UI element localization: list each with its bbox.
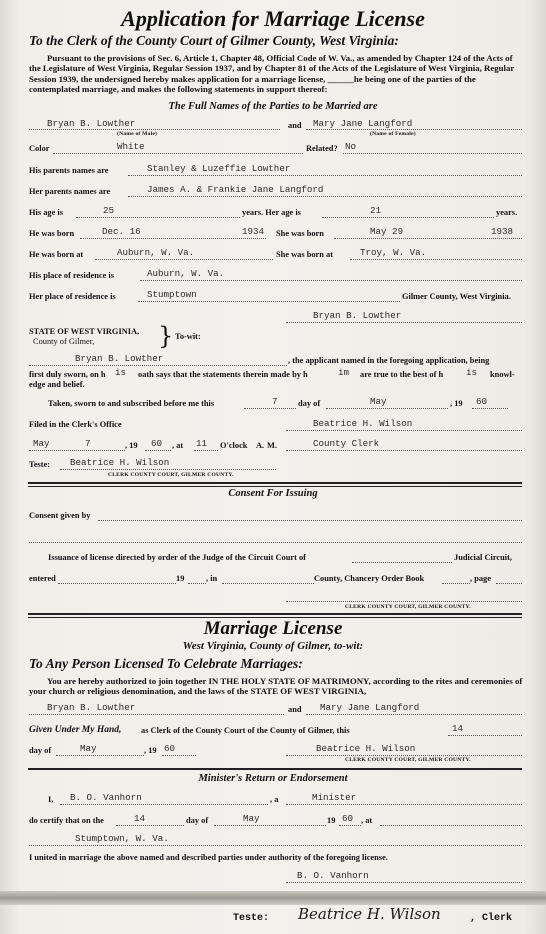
certify-year: 60 xyxy=(342,813,354,824)
her-parents-label: Her parents names are xyxy=(29,187,111,196)
clerk-title: County Clerk xyxy=(313,438,380,449)
she-born-date: May 29 xyxy=(370,226,404,237)
he-born-label: He was born xyxy=(29,229,75,238)
as-clerk-label: as Clerk of the County Court of the County of Gilmer, this xyxy=(141,726,350,735)
his-age-label: His age is xyxy=(29,208,63,217)
year19-label: , 19 xyxy=(450,399,463,408)
male-name: Bryan B. Lowther xyxy=(47,118,136,129)
clerk-name-sig: Beatrice H. Wilson xyxy=(313,418,413,429)
section-divider xyxy=(28,482,522,487)
day-of3-label: day of xyxy=(186,816,209,825)
county-of-label: County of Gilmer, xyxy=(33,337,95,346)
filed-at-label: , at xyxy=(172,441,184,450)
license-male-name: Bryan B. Lowther xyxy=(47,702,136,713)
a-word-label: , a xyxy=(270,795,279,804)
female-name: Mary Jane Langford xyxy=(313,118,413,129)
his-parents-label: His parents names are xyxy=(29,166,109,175)
final-teste-signature: Beatrice H. Wilson xyxy=(298,905,441,923)
he-born-year: 1934 xyxy=(242,226,265,237)
and-label: and xyxy=(288,121,302,130)
united-label: I united in marriage the above named and described parties under authority of the foregoing license. xyxy=(29,853,388,862)
entered-label: entered xyxy=(29,574,56,583)
i-label: I, xyxy=(48,795,54,804)
color-value: White xyxy=(117,141,145,152)
h2-value: im xyxy=(338,367,350,378)
his-parents-value: Stanley & Luzeffie Lowther xyxy=(147,163,291,174)
knowl-label: knowl- xyxy=(490,370,515,379)
given-clerk: Beatrice H. Wilson xyxy=(316,743,416,754)
sworn-day: 7 xyxy=(272,396,278,407)
final-clerk-label: , Clerk xyxy=(470,913,513,924)
are-true-label: are true to the best of h xyxy=(360,370,444,379)
sworn-month: May xyxy=(370,396,387,407)
first-duly-label: first duly sworn, on h xyxy=(29,370,106,379)
she-born-label: She was born xyxy=(276,229,324,238)
she-born-at-value: Troy, W. Va. xyxy=(360,247,427,258)
h1-value: is xyxy=(115,367,127,378)
her-parents-value: James A. & Frankie Jane Langford xyxy=(147,184,324,195)
wv-county-heading: West Virginia, County of Gilmer, to-wit: xyxy=(182,640,364,652)
county-chancery-label: County, Chancery Order Book xyxy=(314,574,425,583)
certify-place: Stumptown, W. Va. xyxy=(75,833,169,844)
day-of-label: day of xyxy=(298,399,321,408)
he-born-at-label: He was born at xyxy=(29,250,84,259)
state-of-label: STATE OF WEST VIRGINIA, xyxy=(29,327,140,336)
license-title: Marriage License xyxy=(203,618,343,639)
nineteen3-label: 19 xyxy=(327,816,336,825)
in-label: , in xyxy=(206,574,218,583)
name-of-female-caption: (Name of Female) xyxy=(370,131,416,137)
at3-label: , at xyxy=(361,816,373,825)
do-certify-label: do certify that on the xyxy=(29,816,104,825)
certify-day: 14 xyxy=(134,813,146,824)
his-residence-value: Auburn, W. Va. xyxy=(147,268,225,279)
oclock-label: O'clock xyxy=(220,441,248,450)
given-under-label: Given Under My Hand, xyxy=(29,725,122,735)
teste-name: Beatrice H. Wilson xyxy=(70,457,170,468)
filed-label: Filed in the Clerk's Office xyxy=(29,420,122,429)
years-label: years. xyxy=(496,208,518,217)
teste-label: Teste: xyxy=(29,460,51,469)
minister-name: B. O. Vanhorn xyxy=(70,792,142,803)
her-residence-label: Her place of residence is xyxy=(29,292,116,301)
given-year: 60 xyxy=(164,743,176,754)
h3-value: is xyxy=(466,367,478,378)
her-age-value: 21 xyxy=(370,205,382,216)
nineteen2-label: , 19 xyxy=(144,746,157,755)
to-any-heading: To Any Person Licensed To Celebrate Marriages: xyxy=(29,656,303,671)
applicant-named-label: , the applicant named in the foregoing application, being xyxy=(288,356,490,365)
minister-heading: Minister's Return or Endorsement xyxy=(198,773,348,784)
issuance-label: Issuance of license directed by order of the Judge of the Circuit Court of xyxy=(48,553,306,562)
consent-given-label: Consent given by xyxy=(29,511,91,520)
filed-year: 60 xyxy=(151,438,163,449)
she-born-at-label: She was born at xyxy=(276,250,334,259)
related-value: No xyxy=(345,141,357,152)
given-month: May xyxy=(80,743,97,754)
book-binding-strip xyxy=(0,891,546,905)
to-clerk-heading: To the Clerk of the County Court of Gilmer County, West Virginia: xyxy=(29,33,399,48)
entered-19-label: 19 xyxy=(176,574,185,583)
sworn-name: Bryan B. Lowther xyxy=(75,353,164,364)
certify-month: May xyxy=(243,813,260,824)
filed-day: 7 xyxy=(85,438,91,449)
section-divider-3 xyxy=(28,768,522,771)
clerk-court-caption: CLERK COUNTY COURT, GILMER COUNTY. xyxy=(108,472,234,478)
her-residence-value: Stumptown xyxy=(147,289,197,300)
edge-belief-label: edge and belief. xyxy=(29,380,85,389)
her-age-label: years. Her age is xyxy=(242,208,301,217)
he-born-at-value: Auburn, W. Va. xyxy=(117,247,195,258)
day-of2-label: day of xyxy=(29,746,52,755)
authorized-paragraph: You are hereby authorized to join together IN THE HOLY STATE OF MATRIMONY, according to the rites and ceremonies of your church or religious denomination, and the laws of the STATE OF WEST VIRGINIA, xyxy=(29,676,523,697)
taken-sworn-label: Taken, sworn to and subscribed before me this xyxy=(48,399,215,408)
brace: } xyxy=(158,322,174,350)
document-title: Application for Marriage License xyxy=(121,6,425,31)
minister-title: Minister xyxy=(312,792,357,803)
given-day: 14 xyxy=(452,723,464,734)
license-female-name: Mary Jane Langford xyxy=(320,702,420,713)
m-label: M. xyxy=(267,441,277,450)
filed-year-label: , 19 xyxy=(125,441,138,450)
name-of-male-caption: (Name of Male) xyxy=(117,131,158,137)
intro-paragraph: Pursuant to the provisions of Sec. 6, Article 1, Chapter 48, Official Code of W. Va., as amended by Chapter 124 of the Acts of the Legislature of West Virginia, Regular Session 1937, and by Chapter 81 of the Acts of the Legislature of West Virginia, Regular Session 1939, the undersigned hereby makes application for a marriage license, ______he being one of the parties of the contemplated marriage, and makes the following statements in support thereof: xyxy=(29,53,515,95)
gilmer-county-label: Gilmer County, West Virginia. xyxy=(402,292,511,301)
filed-month: May xyxy=(33,438,50,449)
he-born-date: Dec. 16 xyxy=(102,226,141,237)
his-residence-label: His place of residence is xyxy=(29,271,114,280)
filed-hour: 11 xyxy=(196,438,208,449)
page-label: , page xyxy=(470,574,491,583)
to-wit-label: To-wit: xyxy=(175,332,201,341)
his-age-value: 25 xyxy=(103,205,115,216)
oath-says-label: oath says that the statements therein made by h xyxy=(138,370,308,379)
a-label: A. xyxy=(256,441,265,450)
applicant-signature: Bryan B. Lowther xyxy=(313,310,402,321)
clerk-court-caption-3: CLERK COUNTY COURT, GILMER COUNTY. xyxy=(345,757,471,763)
full-names-heading: The Full Names of the Parties to be Married are xyxy=(168,101,378,112)
judicial-circuit-label: Judicial Circuit, xyxy=(454,553,513,562)
final-teste-label: Teste: xyxy=(233,913,270,924)
sworn-year: 60 xyxy=(476,396,488,407)
minister-signature: B. O. Vanhorn xyxy=(297,870,369,881)
color-label: Color xyxy=(29,144,50,153)
license-and-label: and xyxy=(288,705,302,714)
she-born-year: 1938 xyxy=(491,226,514,237)
clerk-court-caption-2: CLERK COUNTY COURT, GILMER COUNTY. xyxy=(345,604,471,610)
related-label: Related? xyxy=(306,144,338,153)
consent-heading: Consent For Issuing xyxy=(228,488,318,499)
